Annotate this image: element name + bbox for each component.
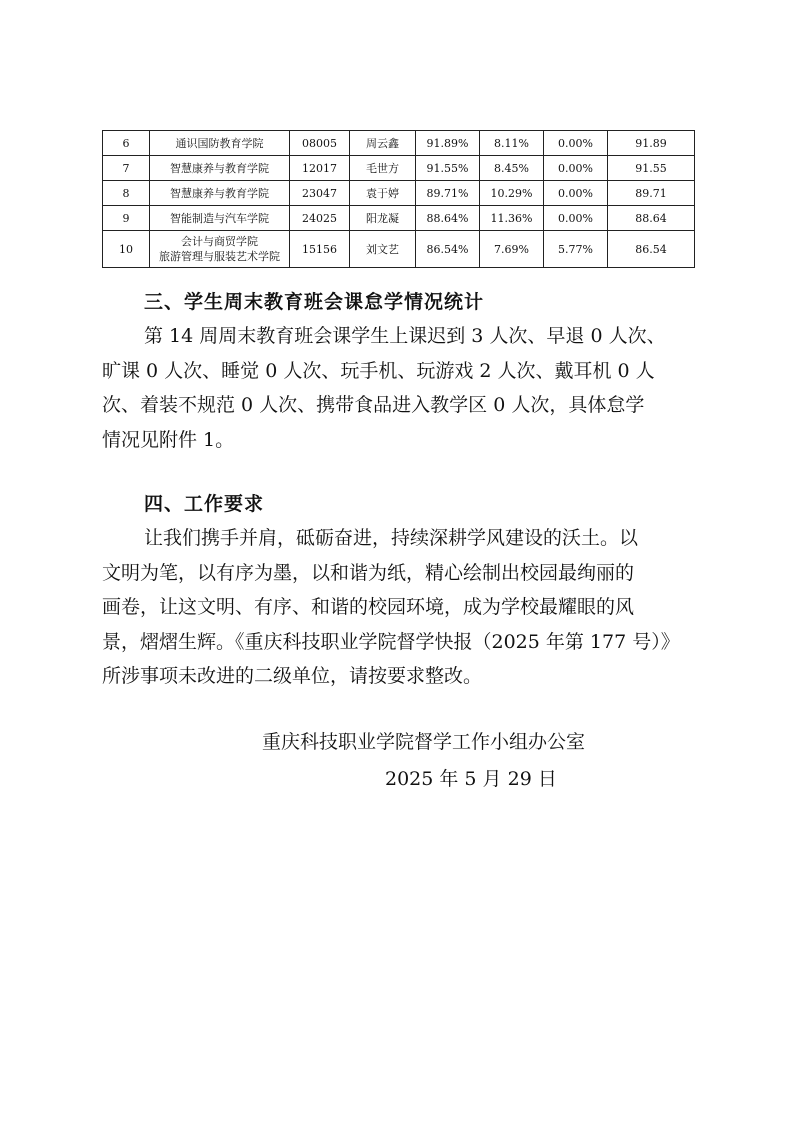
table-row — [103, 231, 695, 268]
cell-code: 12017 — [290, 156, 350, 181]
paragraph-line: 所涉事项未改进的二级单位，请按要求整改。 — [102, 665, 483, 687]
college-name-line: 会计与商贸学院 — [181, 235, 258, 248]
cell-rate-2: 8.11% — [480, 131, 544, 156]
cell-no: 7 — [103, 156, 150, 181]
cell-no: 6 — [103, 131, 150, 156]
table-row — [103, 181, 695, 206]
cell-no: 10 — [103, 231, 150, 268]
paragraph-line: 景，熠熠生辉。《重庆科技职业学院督学快报（2025 年第 177 号）》 — [102, 630, 680, 653]
cell-rate-3: 0.00% — [544, 156, 608, 181]
paragraph-line: 画卷，让这文明、有序、和谐的校园环境，成为学校最耀眼的风 — [102, 596, 635, 618]
table-row — [103, 131, 695, 156]
section-3-heading: 三、学生周末教育班会课怠学情况统计 — [144, 291, 485, 313]
statistics-table — [102, 130, 695, 268]
table-row — [103, 206, 695, 231]
cell-code: 08005 — [290, 131, 350, 156]
cell-no: 9 — [103, 206, 150, 231]
section-4-heading: 四、工作要求 — [144, 493, 265, 515]
cell-college — [150, 156, 290, 181]
paragraph-line: 旷课 0 人次、睡觉 0 人次、玩手机、玩游戏 2 人次、戴耳机 0 人 — [102, 359, 655, 382]
cell-rate-2: 8.45% — [480, 156, 544, 181]
cell-rate-2: 11.36% — [480, 206, 544, 231]
section-4-paragraph — [102, 521, 702, 694]
cell-rate-1: 89.71% — [416, 181, 480, 206]
cell-college — [150, 131, 290, 156]
paragraph-line: 次、着装不规范 0 人次、携带食品进入教学区 0 人次，具体怠学 — [102, 394, 645, 416]
table-row — [103, 156, 695, 181]
college-name-line: 智慧康养与教育学院 — [170, 186, 269, 200]
cell-rate-2: 10.29% — [480, 181, 544, 206]
cell-code: 15156 — [290, 231, 350, 268]
paragraph-line: 情况见附件 1。 — [102, 428, 235, 451]
cell-score: 89.71 — [608, 181, 695, 206]
cell-rate-1: 91.55% — [416, 156, 480, 181]
cell-name: 阳龙凝 — [350, 206, 416, 231]
paragraph-line: 第 14 周周末教育班会课学生上课迟到 3 人次、早退 0 人次、 — [144, 325, 666, 347]
cell-rate-1: 88.64% — [416, 206, 480, 231]
cell-score: 88.64 — [608, 206, 695, 231]
college-name-line: 智慧康养与教育学院 — [170, 161, 269, 175]
paragraph-line: 让我们携手并肩，砥砺奋进，持续深耕学风建设的沃土。以 — [144, 527, 639, 549]
paragraph-line: 文明为笔，以有序为墨，以和谐为纸，精心绘制出校园最绚丽的 — [102, 561, 635, 584]
cell-score: 91.55 — [608, 156, 695, 181]
cell-code: 23047 — [290, 181, 350, 206]
cell-name: 袁于婷 — [350, 181, 416, 206]
cell-name: 毛世方 — [350, 156, 416, 181]
college-name-line: 智能制造与汽车学院 — [170, 211, 269, 225]
cell-score: 86.54 — [608, 231, 695, 268]
table-body — [103, 131, 695, 268]
cell-rate-2: 7.69% — [480, 231, 544, 268]
cell-rate-3: 0.00% — [544, 131, 608, 156]
cell-code: 24025 — [290, 206, 350, 231]
cell-college — [150, 231, 290, 268]
cell-rate-1: 91.89% — [416, 131, 480, 156]
cell-name: 刘文艺 — [350, 231, 416, 268]
cell-rate-3: 0.00% — [544, 181, 608, 206]
signature-date: 2025 年 5 月 29 日 — [385, 768, 557, 790]
cell-rate-3: 5.77% — [544, 231, 608, 268]
college-name-line: 旅游管理与服装艺术学院 — [159, 250, 280, 263]
signature-office: 重庆科技职业学院督学工作小组办公室 — [262, 731, 586, 753]
cell-score: 91.89 — [608, 131, 695, 156]
cell-no: 8 — [103, 181, 150, 206]
section-3-paragraph — [102, 319, 702, 457]
cell-name: 周云鑫 — [350, 131, 416, 156]
cell-rate-3: 0.00% — [544, 206, 608, 231]
college-name-line: 通识国防教育学院 — [175, 136, 264, 150]
cell-rate-1: 86.54% — [416, 231, 480, 268]
cell-college — [150, 181, 290, 206]
cell-college — [150, 206, 290, 231]
